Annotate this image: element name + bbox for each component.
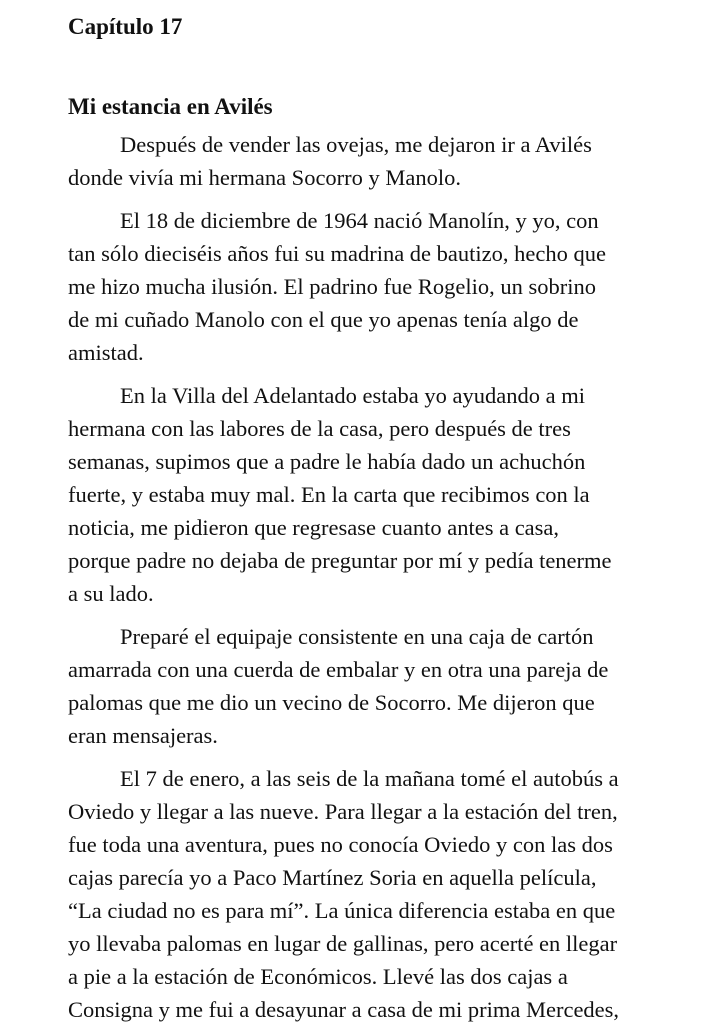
paragraph-5 xyxy=(68,762,648,1026)
text-line: amarrada con una cuerda de embalar y en otra una pareja de xyxy=(68,657,609,682)
text-line: a su lado. xyxy=(68,581,154,606)
paragraph-4 xyxy=(68,620,648,752)
text-line: El 7 de enero, a las seis de la mañana tomé el autobús a xyxy=(120,766,619,791)
text-line: palomas que me dio un vecino de Socorro. Me dijeron que xyxy=(68,690,595,715)
text-line: “La ciudad no es para mí”. La única diferencia estaba en que xyxy=(68,898,616,923)
text-line: tan sólo dieciséis años fui su madrina de bautizo, hecho que xyxy=(68,241,606,266)
text-line: hermana con las labores de la casa, pero después de tres xyxy=(68,416,571,441)
text-line: Oviedo y llegar a las nueve. Para llegar a la estación del tren, xyxy=(68,799,618,824)
text-line: noticia, me pidieron que regresase cuanto antes a casa, xyxy=(68,515,560,540)
text-line: fue toda una aventura, pues no conocía Oviedo y con las dos xyxy=(68,832,613,857)
text-line: donde vivía mi hermana Socorro y Manolo. xyxy=(68,165,462,190)
text-line: cajas parecía yo a Paco Martínez Soria en aquella película, xyxy=(68,865,597,890)
text-line: eran mensajeras. xyxy=(68,723,218,748)
text-line: semanas, supimos que a padre le había dado un achuchón xyxy=(68,449,586,474)
text-line: Preparé el equipaje consistente en una caja de cartón xyxy=(120,624,594,649)
chapter-title: Capítulo 17 xyxy=(68,14,183,39)
paragraph-3 xyxy=(68,379,648,610)
text-line: me hizo mucha ilusión. El padrino fue Rogelio, un sobrino xyxy=(68,274,597,299)
paragraph-2 xyxy=(68,204,648,369)
text-line: En la Villa del Adelantado estaba yo ayudando a mi xyxy=(120,383,585,408)
text-line: de mi cuñado Manolo con el que yo apenas tenía algo de xyxy=(68,307,579,332)
section-title: Mi estancia en Avilés xyxy=(68,94,273,119)
text-line: yo llevaba palomas en lugar de gallinas, pero acerté en llegar xyxy=(68,931,618,956)
text-line: amistad. xyxy=(68,340,144,365)
text-line: fuerte, y estaba muy mal. En la carta que recibimos con la xyxy=(68,482,590,507)
text-line: porque padre no dejaba de preguntar por mí y pedía tenerme xyxy=(68,548,612,573)
text-line: a pie a la estación de Económicos. Llevé las dos cajas a xyxy=(68,964,568,989)
text-line: Después de vender las ovejas, me dejaron ir a Avilés xyxy=(120,132,592,157)
paragraph-1 xyxy=(68,128,648,194)
text-line: El 18 de diciembre de 1964 nació Manolín, y yo, con xyxy=(120,208,599,233)
text-line: Consigna y me fui a desayunar a casa de mi prima Mercedes, xyxy=(68,997,620,1022)
body-text xyxy=(68,128,648,1036)
